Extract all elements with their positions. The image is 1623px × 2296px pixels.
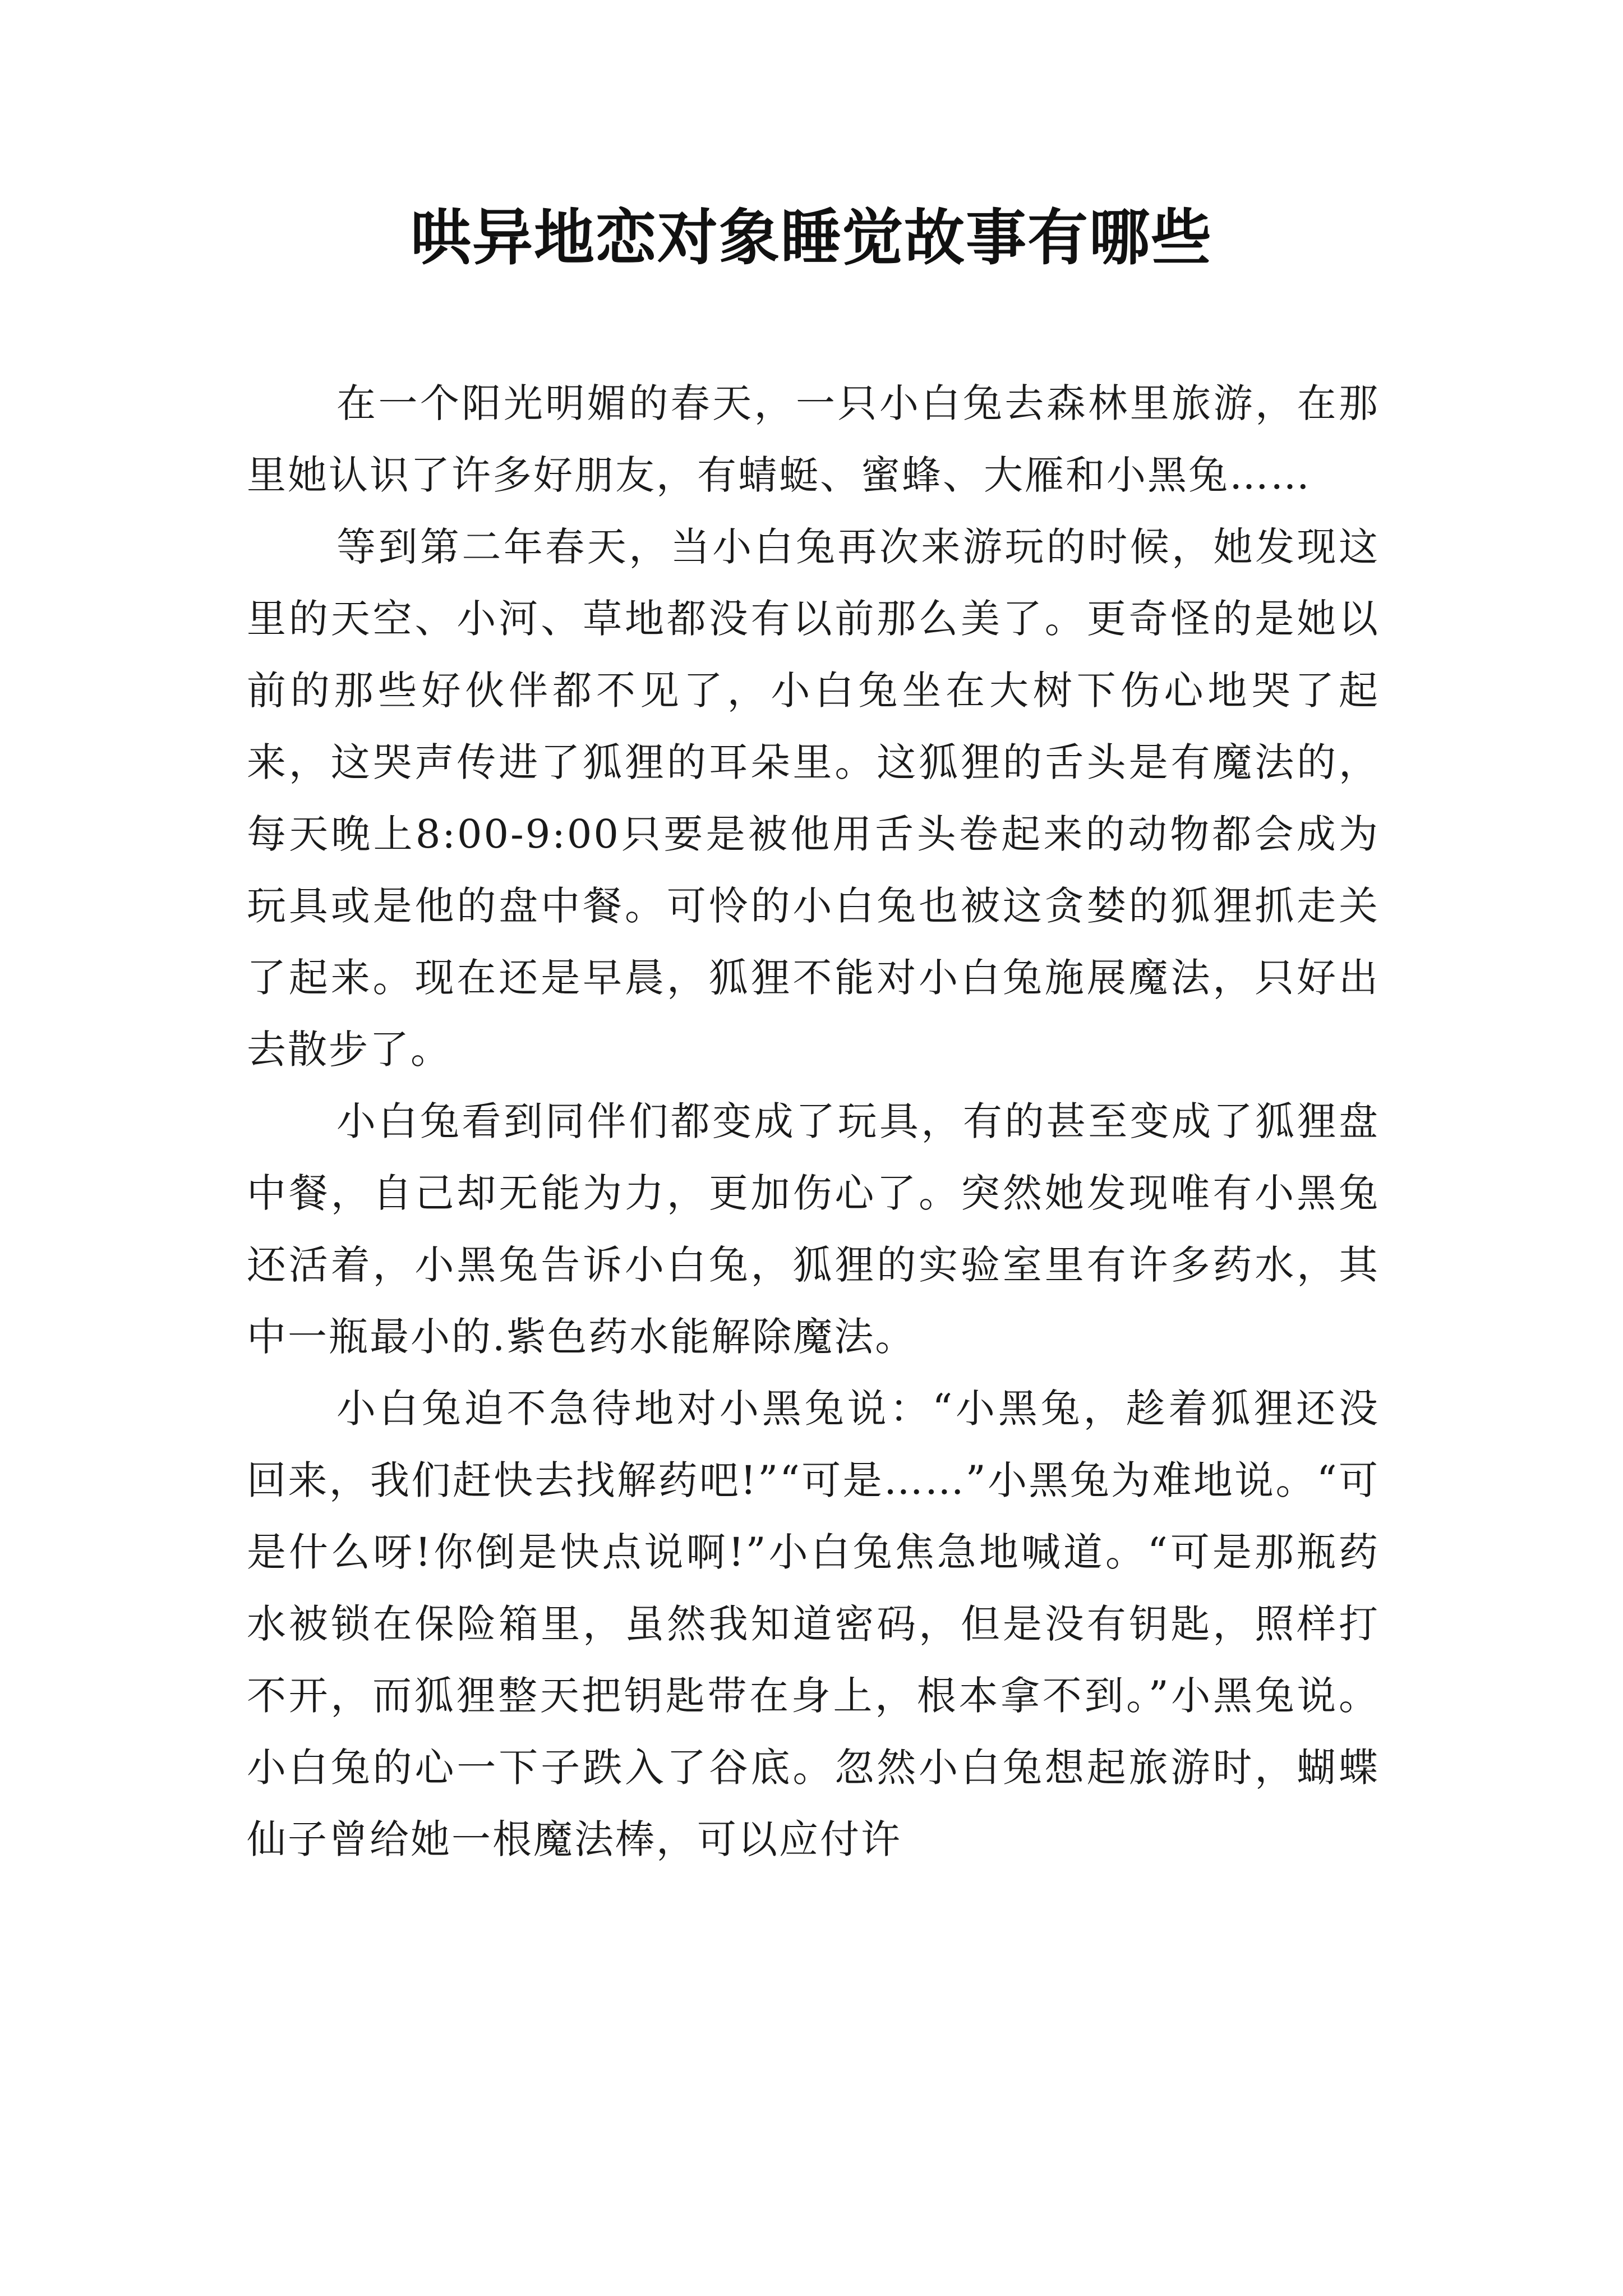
paragraph-4: 小白兔迫不急待地对小黑兔说：“小黑兔，趁着狐狸还没回来，我们赶快去找解药吧!”“可是……”小黑兔为难地说。“可是什么呀!你倒是快点说啊!”小白兔焦急地喊道。“可是那瓶药水被锁在保险箱里，虽然我知道密码，但是没有钥匙，照样打不开，而狐狸整天把钥匙带在身上，根本拿不到。”小黑兔说。小白兔的心一下子跌入了谷底。忽然小白兔想起旅游时，蝴蝶仙子曾给她一根魔法棒，可以应付许 <box>247 1386 1380 1862</box>
document-title: 哄异地恋对象睡觉故事有哪些 <box>410 203 1212 273</box>
paragraph-2: 等到第二年春天，当小白兔再次来游玩的时候，她发现这里的天空、小河、草地都没有以前那么美了。更奇怪的是她以前的那些好伙伴都不见了，小白兔坐在大树下伤心地哭了起来，这哭声传进了狐狸的耳朵里。这狐狸的舌头是有魔法的，每天晚上8:00-9:00只要是被他用舌头卷起来的动物都会成为玩具或是他的盘中餐。可怜的小白兔也被这贪婪的狐狸抓走关了起来。现在还是早晨，狐狸不能对小白兔施展魔法，只好出去散步了。 <box>247 524 1380 1073</box>
paragraph-3: 小白兔看到同伴们都变成了玩具，有的甚至变成了狐狸盘中餐，自己却无能为力，更加伤心了。突然她发现唯有小黑兔还活着，小黑兔告诉小白兔，狐狸的实验室里有许多药水，其中一瓶最小的.紫色药水能解除魔法。 <box>247 1098 1380 1360</box>
document-body <box>247 367 1380 1875</box>
paragraph-1: 在一个阳光明媚的春天，一只小白兔去森林里旅游，在那里她认识了许多好朋友，有蜻蜓、蜜蜂、大雁和小黑兔…… <box>247 380 1380 498</box>
